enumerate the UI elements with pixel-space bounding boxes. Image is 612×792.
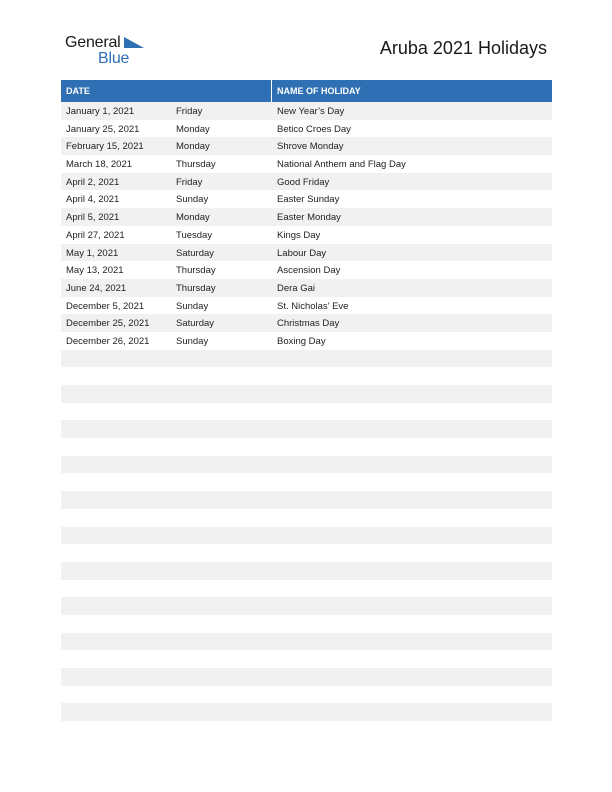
date-cell: December 26, 2021 <box>66 335 150 347</box>
page-title: Aruba 2021 Holidays <box>379 38 547 58</box>
holiday-name-cell: Dera Gai <box>277 282 316 294</box>
date-cell: June 24, 2021 <box>66 282 127 294</box>
holiday-name-cell: Kings Day <box>277 229 321 241</box>
table-row <box>61 173 552 191</box>
holiday-name-cell: Ascension Day <box>277 265 341 277</box>
date-cell: February 15, 2021 <box>66 141 144 153</box>
weekday-cell: Monday <box>176 123 210 135</box>
holiday-name-cell: New Year’s Day <box>277 106 345 117</box>
holiday-name-cell: Easter Sunday <box>277 194 340 206</box>
table-header <box>61 80 552 102</box>
empty-table-row <box>61 473 552 491</box>
empty-table-row <box>61 527 552 545</box>
date-cell: May 13, 2021 <box>66 265 124 277</box>
weekday-cell: Thursday <box>176 282 216 294</box>
date-cell: April 4, 2021 <box>66 194 120 206</box>
holiday-name-cell: Easter Monday <box>277 212 341 224</box>
table-row <box>61 155 552 173</box>
empty-table-row <box>61 438 552 456</box>
table-row <box>61 208 552 226</box>
holiday-name-cell: Boxing Day <box>277 335 326 347</box>
weekday-cell: Thursday <box>176 159 216 171</box>
empty-table-row <box>61 367 552 385</box>
table-row <box>61 279 552 297</box>
empty-table-row <box>61 580 552 598</box>
empty-table-row <box>61 385 552 403</box>
table-body <box>61 102 552 721</box>
logo-triangle-icon <box>122 37 152 51</box>
weekday-cell: Sunday <box>176 335 209 347</box>
holiday-name-cell: St. Nicholas’ Eve <box>277 300 349 312</box>
empty-table-row <box>61 491 552 509</box>
header-divider <box>271 80 272 102</box>
header-date: DATE <box>66 86 90 96</box>
empty-table-row <box>61 668 552 686</box>
date-cell: May 1, 2021 <box>66 247 119 259</box>
holiday-name-cell: Labour Day <box>277 247 327 259</box>
empty-table-row <box>61 615 552 633</box>
date-cell: December 25, 2021 <box>66 318 150 330</box>
empty-table-row <box>61 633 552 651</box>
empty-table-row <box>61 562 552 580</box>
weekday-cell: Friday <box>176 106 203 117</box>
empty-table-row <box>61 686 552 704</box>
weekday-cell: Sunday <box>176 194 209 206</box>
logo-word-general: General <box>65 34 121 51</box>
date-cell: March 18, 2021 <box>66 159 133 171</box>
table-row <box>61 332 552 350</box>
generalblue-logo <box>65 34 155 68</box>
date-cell: January 25, 2021 <box>66 123 140 135</box>
table-row <box>61 102 552 120</box>
table-row <box>61 244 552 262</box>
weekday-cell: Sunday <box>176 300 209 312</box>
empty-table-row <box>61 403 552 421</box>
holiday-name-cell: Shrove Monday <box>277 141 344 153</box>
table-row <box>61 190 552 208</box>
holiday-name-cell: Good Friday <box>277 176 330 188</box>
empty-table-row <box>61 597 552 615</box>
holiday-table <box>61 80 552 721</box>
holiday-name-cell: Christmas Day <box>277 318 340 330</box>
weekday-cell: Tuesday <box>176 229 213 241</box>
date-cell: April 5, 2021 <box>66 212 120 224</box>
logo-word-blue: Blue <box>98 50 130 67</box>
empty-table-row <box>61 420 552 438</box>
holiday-name-cell: National Anthem and Flag Day <box>277 159 406 171</box>
header-holiday-name: NAME OF HOLIDAY <box>277 86 361 96</box>
empty-table-row <box>61 650 552 668</box>
date-cell: April 27, 2021 <box>66 229 125 241</box>
empty-table-row <box>61 350 552 368</box>
weekday-cell: Monday <box>176 141 210 153</box>
table-row <box>61 137 552 155</box>
date-cell: January 1, 2021 <box>66 106 135 117</box>
table-row <box>61 226 552 244</box>
weekday-cell: Friday <box>176 176 203 188</box>
date-cell: December 5, 2021 <box>66 300 145 312</box>
table-row <box>61 297 552 315</box>
empty-table-row <box>61 456 552 474</box>
weekday-cell: Thursday <box>176 265 216 277</box>
table-row <box>61 314 552 332</box>
table-row <box>61 261 552 279</box>
date-cell: April 2, 2021 <box>66 176 120 188</box>
weekday-cell: Saturday <box>176 318 215 330</box>
empty-table-row <box>61 509 552 527</box>
holiday-name-cell: Betico Croes Day <box>277 123 351 135</box>
empty-table-row <box>61 703 552 721</box>
table-row <box>61 120 552 138</box>
weekday-cell: Monday <box>176 212 210 224</box>
weekday-cell: Saturday <box>176 247 215 259</box>
empty-table-row <box>61 544 552 562</box>
